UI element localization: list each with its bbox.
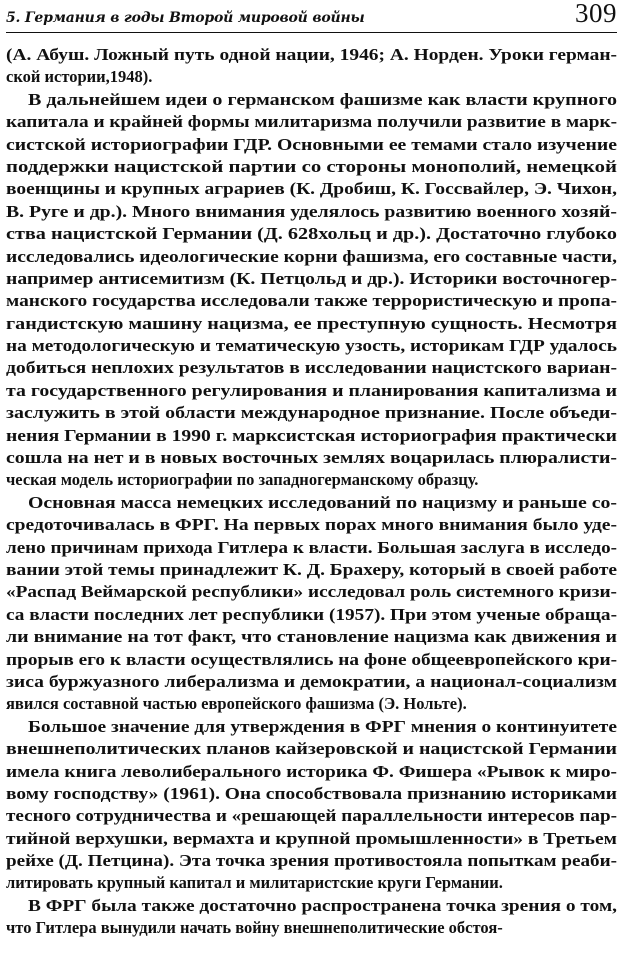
text-line: систской историографии ГДР. Основными ее темами стало изучение bbox=[6, 134, 617, 154]
text-line: ства нацистской Германии (Д. 628хольц и др.). Достаточно глубоко bbox=[6, 224, 617, 244]
text-line: например антисемитизм (К. Петцольд и др.). Историки восточногер- bbox=[6, 268, 617, 288]
text-line: гандистскую машину нацизма, ее преступную сущность. Несмотря bbox=[6, 313, 617, 333]
text-line: военщины и крупных аграриев (К. Дробиш, К. Госсвайлер, Э. Чихон, bbox=[6, 179, 617, 199]
text-line: та государственного регулирования и планирования капитализма и bbox=[6, 380, 617, 400]
text-line: сошла на нет и в новых восточных землях воцарилась плюралисти- bbox=[6, 448, 617, 468]
text-line: ской истории,1948). bbox=[6, 67, 153, 87]
text-line: (А. Абуш. Ложный путь одной нации, 1946; А. Норден. Уроки герман- bbox=[6, 45, 617, 64]
text-line: зиса буржуазного либерализма и демократии, а национал-социализм bbox=[6, 671, 617, 691]
running-title: 5. Германия в годы Второй мировой войны bbox=[6, 10, 365, 26]
text-line: рейхе (Д. Петцина). Эта точка зрения противостояла попыткам реаби- bbox=[6, 851, 617, 871]
text-line: литировать крупный капитал и милитаристские круги Германии. bbox=[6, 873, 503, 893]
text-line: лено причинам прихода Гитлера к власти. Большая заслуга в исследо- bbox=[6, 537, 617, 557]
text-line: манского государства исследовали также террористическую и пропа- bbox=[6, 291, 617, 311]
paragraph-first-line: В дальнейшем идеи о германском фашизме как власти крупного bbox=[28, 89, 617, 109]
text-line: капитала и крайней формы милитаризма получили развитие в марк- bbox=[6, 112, 617, 132]
text-line: «Распад Веймарской республики» исследовал роль системного кризи- bbox=[6, 582, 617, 602]
text-line: нения Германии в 1990 г. марксистская историография практически bbox=[6, 425, 617, 445]
text-line: что Гитлера вынудили начать войну внешнеполитические обстоя- bbox=[6, 918, 503, 938]
text-line: вании этой темы принадлежит К. Д. Брахеру, который в своей работе bbox=[6, 559, 617, 579]
text-line: исследовались идеологические корни фашизма, его составные части, bbox=[6, 246, 617, 266]
body-text bbox=[6, 44, 617, 940]
text-line: заслужить в этой области международное признание. После объеди- bbox=[6, 403, 617, 423]
running-header bbox=[6, 0, 617, 33]
text-line: явился составной частью европейского фашизма (Э. Нольте). bbox=[6, 694, 467, 714]
page-number: 309 bbox=[575, 0, 617, 28]
text-line: добиться неплохих результатов в исследовании нацистского вариан- bbox=[6, 358, 617, 378]
text-line: ли внимание на тот факт, что становление нацизма как движения и bbox=[6, 627, 617, 647]
text-line: поддержки нацистской партии со стороны монополий, немецкой bbox=[6, 156, 617, 176]
paragraph-first-line: Основная масса немецких исследований по нацизму и раньше со- bbox=[28, 492, 617, 512]
text-line: прорыв его к власти осуществлялись на фоне общеевропейского кри- bbox=[6, 649, 617, 669]
text-line: на методологическую и тематическую узость, историкам ГДР удалось bbox=[6, 336, 617, 356]
text-line: имела книга леволиберального историка Ф. Фишера «Рывок к миро- bbox=[6, 761, 617, 781]
text-line: внешнеполитических планов кайзеровской и нацистской Германии bbox=[6, 739, 617, 759]
text-line: средоточивалась в ФРГ. На первых порах много внимания было уде- bbox=[6, 515, 617, 535]
text-line: тесного сотрудничества и «решающей параллельности интересов пар- bbox=[6, 806, 617, 826]
text-line: тийной верхушки, вермахта и крупной промышленности» в Третьем bbox=[6, 828, 617, 848]
paragraph-first-line: В ФРГ была также достаточно распространена точка зрения о том, bbox=[28, 895, 617, 915]
text-line: В. Руге и др.). Много внимания уделялось развитию военного хозяй- bbox=[6, 201, 617, 221]
text-line: ческая модель историографии по западногерманскому образцу. bbox=[6, 470, 479, 490]
paragraph-first-line: Большое значение для утверждения в ФРГ мнения о континуитете bbox=[28, 716, 617, 736]
text-line: вому господству» (1961). Она способствовала признанию историками bbox=[6, 783, 617, 803]
text-line: са власти последних лет республики (1957). При этом ученые обраща- bbox=[6, 604, 617, 624]
